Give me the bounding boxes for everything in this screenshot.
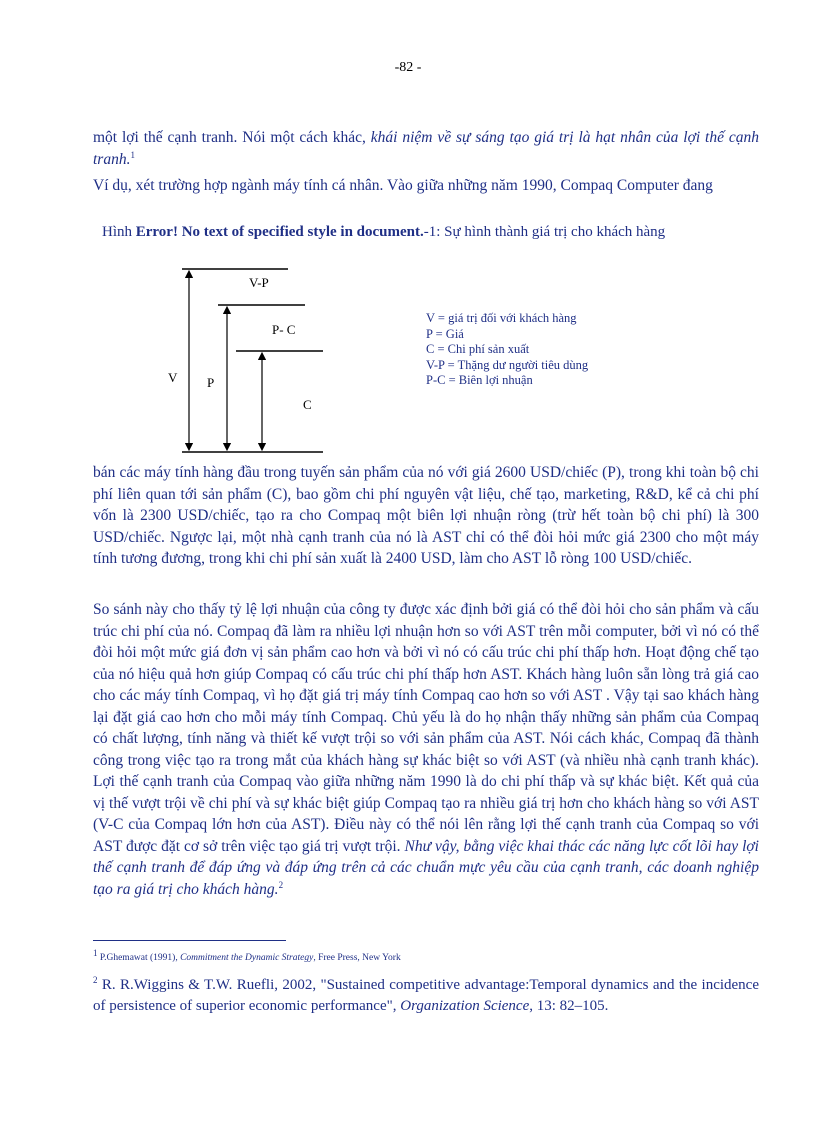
footnote-2	[93, 975, 759, 1017]
label-p: P	[207, 375, 215, 390]
paragraph-comparison-text: So sánh này cho thấy tỷ lệ lợi nhuận của công ty được xác định bởi giá có thể đòi hỏi cho sản phẩm và cấu trúc chi phí của nó. Compaq đã làm ra nhiều lợi nhuận hơn so với AST trên mỗi computer, bởi vì nó có thể đòi hỏi một mức giá đơn vị sản phẩm cao hơn và bởi vì nó có cấu trúc chi phí thấp hơn. Hoạt động chế tạo của nó hiệu quả hơn giúp Compaq có cấu trúc chi phí thấp hơn AST. Khách hàng luôn sẵn lòng trả giá cao cho các máy tính Compaq, vì họ đặt giá trị máy tính Compaq cao hơn so với AST . Vậy tại sao khách hàng lại đặt giá cao hơn cho mỗi máy tính Compaq. Chủ yếu là do họ nhận thấy những sản phẩm của Compaq có chất lượng, tính năng và thiết kế vượt trội so với sản phẩm của AST. Nói cách khác, Compaq đã thành công trong việc tạo ra trong mắt của khách hàng sự khác biệt so với AST (và nhiều nhà cạnh tranh khác). Lợi thế cạnh tranh của Compaq vào giữa những năm 1990 là do chi phí thấp và sự khác biệt. Kết quả của vị thế vượt trội về chi phí và sự khác biệt giúp Compaq tạo ra nhiều giá trị hơn cho khách hàng so với AST (V-C của Compaq lớn hơn của AST). Điều này có thể nói lên rằng lợi thế cạnh tranh của Compaq so với AST được đặt cơ sở trên việc tạo giá trị vượt trội.	[93, 601, 759, 855]
caption-suffix: -1: Sự hình thành giá trị cho khách hàng	[423, 224, 666, 240]
legend-item: V = giá trị đối với khách hàng	[426, 311, 577, 325]
label-c: C	[303, 397, 312, 412]
legend-item: V-P = Thặng dư người tiêu dùng	[426, 357, 589, 372]
legend-item: P = Giá	[426, 326, 464, 341]
figure-caption	[102, 224, 665, 241]
paragraph-compaq-prices: bán các máy tính hàng đầu trong tuyến sản phẩm của nó với giá 2600 USD/chiếc (P), trong khi toàn bộ chi phí liên quan tới sản phẩm (C), bao gồm chi phí nguyên vật liệu, chế tạo, marketing, R&D, kể cả chi phí vốn là 2300 USD/chiếc, tạo ra cho Compaq một biên lợi nhuận ròng (trừ hết toàn bộ chi phí) là 300 USD/chiếc. Ngược lại, một nhà cạnh tranh của nó là AST chỉ có thể đòi hỏi mức giá 2300 cho một máy tính tương đương, trong khi chi phí sản xuất là 2400 USD, làm cho AST lỗ ròng 100 USD/chiếc.	[93, 464, 759, 567]
paragraph-comparison-italic: Như vậy, bằng việc khai thác các năng lực cốt lõi hay lợi thế cạnh tranh để đáp ứng và đáp ứng trên cả các chuẩn mực yêu cầu của cạnh tranh, các doanh nghiệp tạo ra giá trị cho khách hàng.	[93, 837, 759, 898]
legend-item: P-C = Biên lợi nhuận	[426, 373, 533, 387]
legend-item: C = Chi phí sản xuất	[426, 342, 530, 356]
label-pc: P- C	[272, 322, 296, 337]
paragraph-intro-italic: khái niệm về sự sáng tạo giá trị là hạt nhân của lợi thế cạnh tranh.	[93, 129, 760, 168]
diagram-legend	[426, 311, 588, 389]
paragraph-example: Ví dụ, xét trường hợp ngành máy tính cá nhân. Vào giữa những năm 1990, Compaq Computer đang	[93, 177, 713, 194]
footnote-1-author: P.Ghemawat (1991),	[97, 953, 181, 964]
footnote-1-publisher: , Free Press, New York	[313, 953, 401, 964]
caption-prefix: Hình	[102, 224, 136, 240]
footnote-ref-1[interactable]: 1	[130, 149, 135, 160]
footnote-2-journal: Organization Science	[400, 998, 530, 1014]
caption-error-text: Error! No text of specified style in document.	[135, 224, 424, 240]
footnote-separator	[93, 940, 286, 941]
footnote-ref-2[interactable]: 2	[278, 879, 284, 890]
footnote-2-rest: , 13: 82–105.	[529, 998, 609, 1014]
footnote-1-title: Commitment the Dynamic Strategy	[180, 953, 314, 964]
footnote-1-marker: 1	[93, 948, 98, 958]
paragraph-intro-text: một lợi thế cạnh tranh. Nói một cách khác,	[93, 129, 371, 146]
footnote-1	[93, 948, 401, 964]
paragraph-comparison	[93, 599, 759, 900]
paragraph-intro	[93, 127, 759, 170]
label-v: V	[168, 370, 178, 385]
footnote-2-marker: 2	[93, 975, 98, 985]
footnote-2-text: R. R.Wiggins & T.W. Ruefli, 2002, "Sustained competitive advantage:Temporal dynamics and the incidence of persistence of superior economic performance",	[93, 977, 759, 1014]
label-vp: V-P	[249, 275, 269, 290]
page-number: -82 -	[394, 60, 422, 75]
